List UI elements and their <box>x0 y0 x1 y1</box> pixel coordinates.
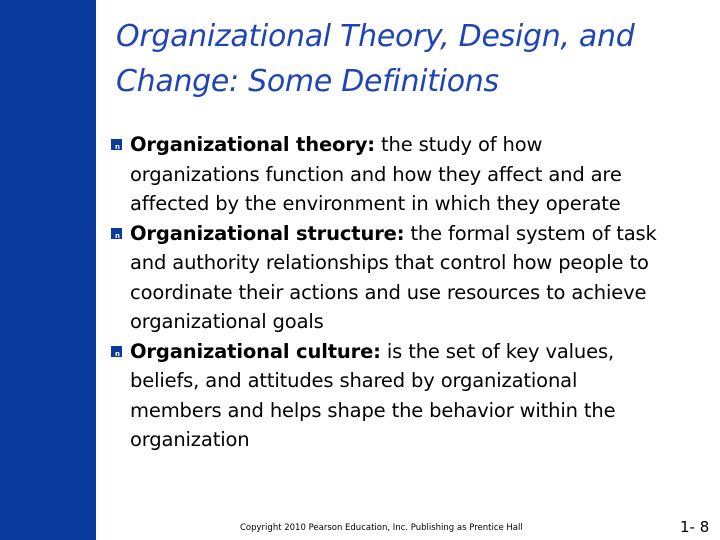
definition-term: Organizational culture: <box>130 339 381 363</box>
copyright-footer: Copyright 2010 Pearson Education, Inc. Publishing as Prentice Hall <box>240 523 523 533</box>
bullet-square-icon: n <box>111 346 122 357</box>
definition-text: organizations function and how they affect and are <box>130 162 622 186</box>
slide-title <box>116 14 716 104</box>
definition-list <box>108 130 720 455</box>
definition-text: is the set of key values, <box>380 339 615 363</box>
definition-first-line <box>130 130 720 160</box>
bullet-square-icon: n <box>111 139 122 150</box>
definition-text: beliefs, and attitudes shared by organizational <box>130 369 578 392</box>
definition-text: and authority relationships that control how people to <box>130 251 649 274</box>
definition-text: organizational goals <box>130 310 324 333</box>
definition-organizational-structure <box>108 219 720 337</box>
definition-text: the study of how <box>374 133 543 156</box>
definition-first-line <box>130 337 720 367</box>
slide-title-line-1: Organizational Theory, Design, and <box>116 19 635 54</box>
definition-term: Organizational theory: <box>130 133 375 156</box>
page-number: 1- 8 <box>680 518 710 536</box>
slide-title-line-2: Change: Some Definitions <box>116 64 499 99</box>
definition-text: organization <box>130 428 250 451</box>
definition-first-line <box>130 219 720 249</box>
bullet-square-icon: n <box>111 228 122 239</box>
left-accent-bar <box>0 0 96 540</box>
definition-term: Organizational structure: <box>130 221 405 245</box>
definition-text: members and helps shape the behavior within the <box>130 398 616 422</box>
definition-organizational-culture <box>108 337 720 455</box>
definition-text: affected by the environment in which they operate <box>130 192 621 215</box>
definition-text: the formal system of task <box>404 221 657 245</box>
definition-organizational-theory <box>108 130 720 219</box>
definition-text: coordinate their actions and use resources to achieve <box>130 280 647 304</box>
